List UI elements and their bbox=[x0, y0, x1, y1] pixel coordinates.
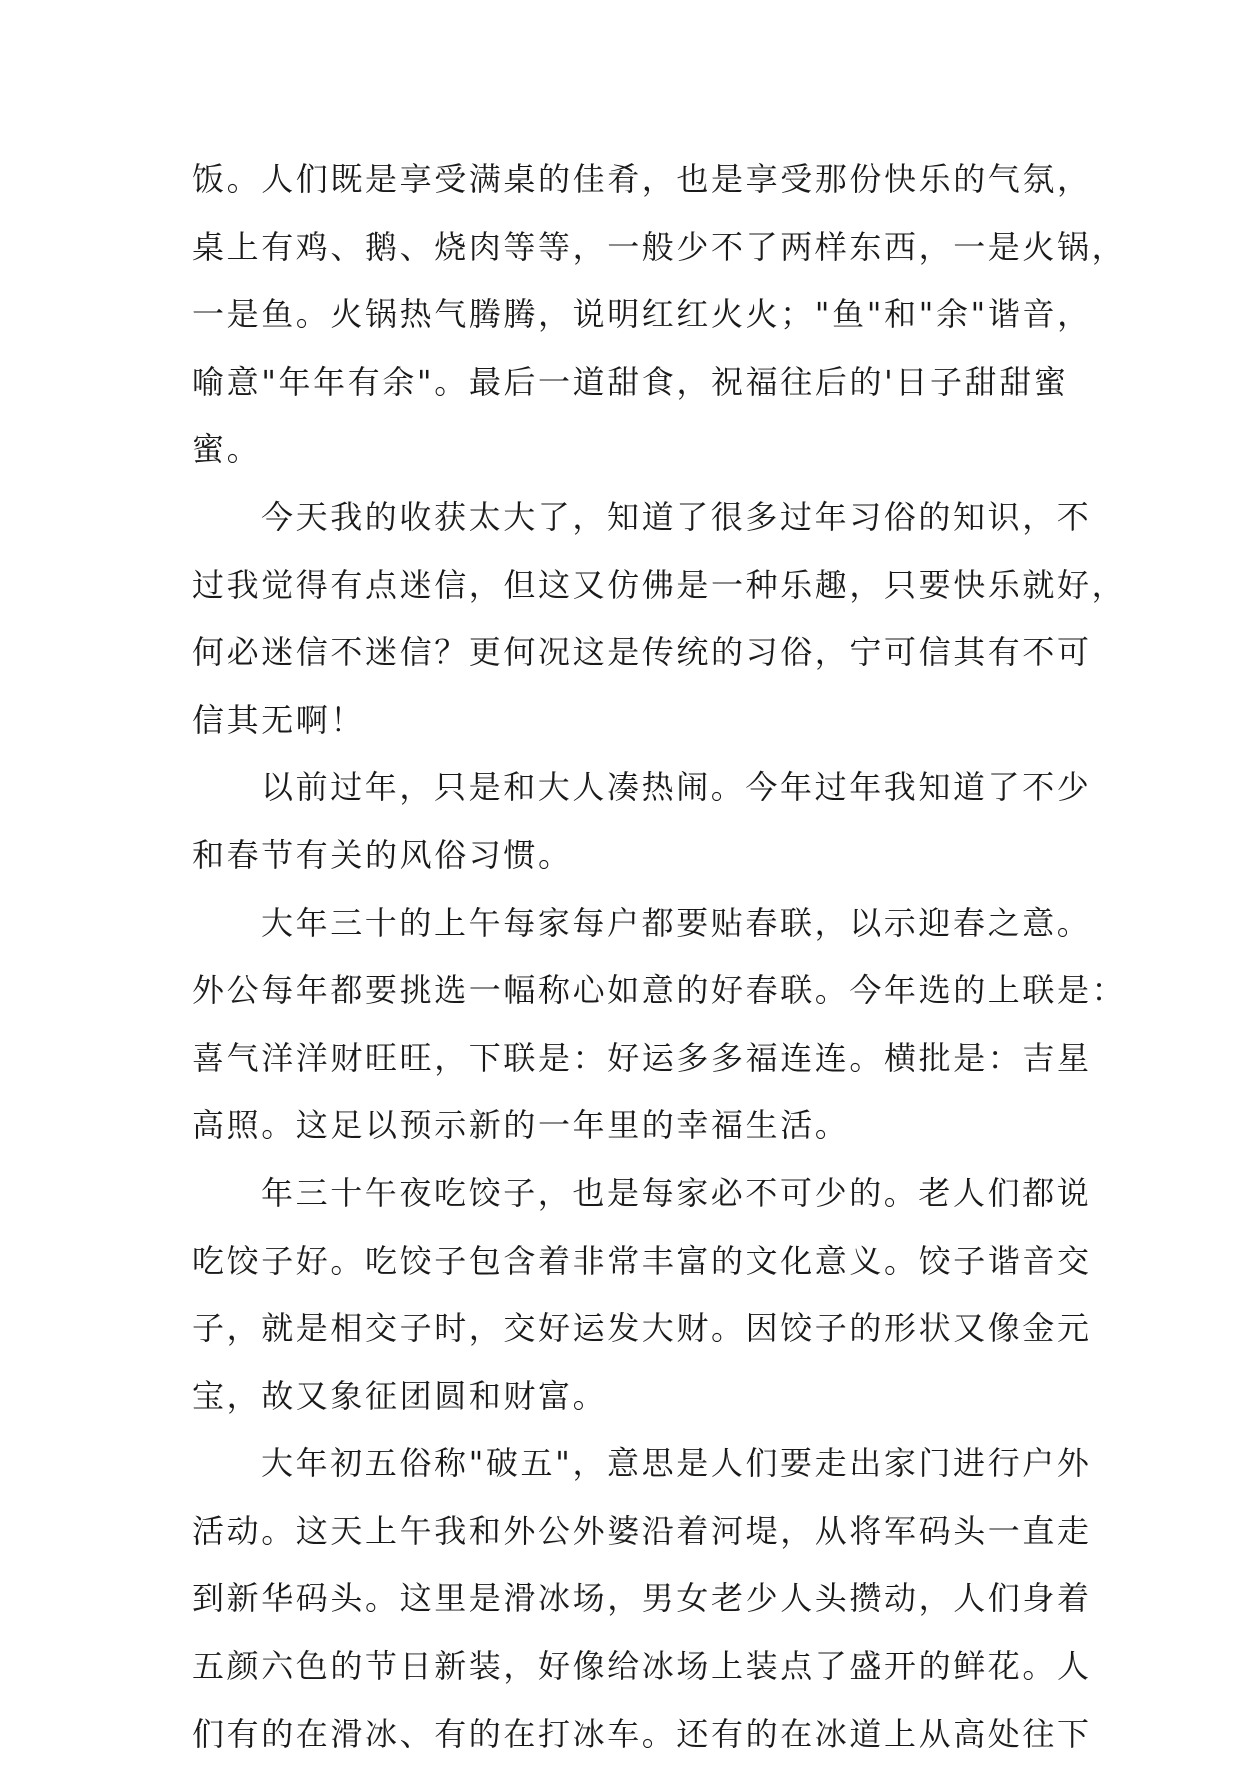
text-line: 喻意"年年有余"。最后一道甜食，祝福往后的'日子甜甜蜜 bbox=[192, 362, 1069, 401]
text-line: 活动。这天上午我和外公外婆沿着河堤，从将军码头一直走 bbox=[192, 1511, 1092, 1550]
paragraph-first-line: 大年初五俗称"破五"，意思是人们要走出家门进行户外 bbox=[261, 1444, 1092, 1483]
text-line: 外公每年都要挑选一幅称心如意的好春联。今年选的上联是： bbox=[192, 971, 1127, 1010]
text-line: 信其无啊！ bbox=[192, 700, 366, 739]
text-line: 何必迷信不迷信？更何况这是传统的习俗，宁可信其有不可 bbox=[192, 633, 1092, 672]
text-line: 宝，故又象征团圆和财富。 bbox=[192, 1376, 608, 1415]
text-line: 饭。人们既是享受满桌的佳肴，也是享受那份快乐的气氛， bbox=[192, 160, 1092, 198]
text-line: 过我觉得有点迷信，但这又仿佛是一种乐趣，只要快乐就好， bbox=[192, 565, 1127, 604]
text-line: 一是鱼。火锅热气腾腾，说明红红火火；"鱼"和"余"谐音， bbox=[192, 295, 1092, 334]
paragraph-first-line: 大年三十的上午每家每户都要贴春联，以示迎春之意。 bbox=[261, 903, 1092, 942]
text-line: 们有的在滑冰、有的在打冰车。还有的在冰道上从高处往下 bbox=[192, 1714, 1092, 1753]
text-line: 喜气洋洋财旺旺，下联是：好运多多福连连。横批是：吉星 bbox=[192, 1038, 1092, 1077]
paragraph-first-line: 今天我的收获太大了，知道了很多过年习俗的知识，不 bbox=[261, 497, 1092, 536]
paragraph-first-line: 年三十午夜吃饺子，也是每家必不可少的。老人们都说 bbox=[261, 1173, 1092, 1212]
document-body bbox=[192, 146, 1127, 1768]
text-line: 子，就是相交子时，交好运发大财。因饺子的形状又像金元 bbox=[192, 1309, 1092, 1348]
text-line: 和春节有关的风俗习惯。 bbox=[192, 835, 573, 874]
text-line: 桌上有鸡、鹅、烧肉等等，一般少不了两样东西，一是火锅， bbox=[192, 227, 1127, 266]
text-line: 到新华码头。这里是滑冰场，男女老少人头攒动，人们身着 bbox=[192, 1579, 1092, 1618]
paragraph-first-line: 以前过年，只是和大人凑热闹。今年过年我知道了不少 bbox=[261, 768, 1092, 807]
text-line: 五颜六色的节日新装，好像给冰场上装点了盛开的鲜花。人 bbox=[192, 1647, 1092, 1686]
text-line: 高照。这足以预示新的一年里的幸福生活。 bbox=[192, 1106, 850, 1145]
text-line: 蜜。 bbox=[192, 430, 262, 469]
text-line: 吃饺子好。吃饺子包含着非常丰富的文化意义。饺子谐音交 bbox=[192, 1241, 1092, 1280]
